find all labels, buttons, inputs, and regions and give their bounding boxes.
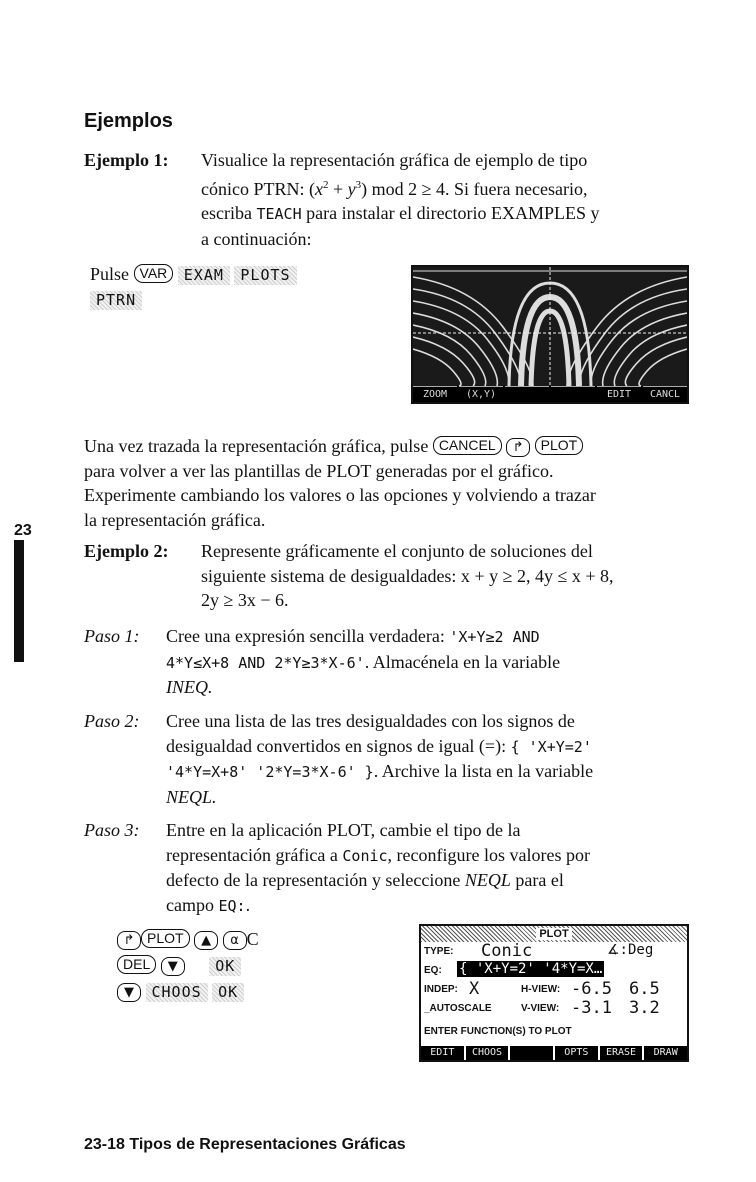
- vview-label: V-VIEW:: [521, 1003, 560, 1014]
- indep-field[interactable]: X: [469, 979, 480, 999]
- coords-menu[interactable]: (X,Y): [459, 386, 503, 402]
- ex1-keystrokes: [90, 262, 297, 311]
- ok-softkey-1[interactable]: OK: [209, 957, 241, 976]
- type-label: TYPE:: [424, 946, 454, 957]
- conic-pattern-screen: [411, 265, 689, 404]
- paso-1-text: [166, 624, 726, 700]
- indep-label: INDEP:: [424, 984, 458, 995]
- ex2-line1: Represente gráficamente el conjunto de soluciones del: [201, 541, 593, 561]
- ex1-line2: cónico PTRN: $(x^2 + y^3)$ mod 2 ≥ 4. Si fuera necesario,: [201, 178, 588, 199]
- paso1-line1: Cree una expresión sencilla verdadera:: [166, 626, 450, 646]
- paso-3-text: [166, 818, 726, 918]
- var-key[interactable]: VAR: [134, 264, 174, 283]
- example-2-label: Ejemplo 2:: [84, 541, 169, 561]
- paso-3-label: Paso 3:: [84, 820, 140, 840]
- hview-max-field[interactable]: 6.5: [629, 979, 660, 999]
- ex1-line3-a: escriba: [201, 203, 257, 223]
- ex1-line3: [201, 201, 721, 227]
- ex1-line2-a: cónico PTRN: (: [201, 178, 315, 199]
- vview-max-field[interactable]: 3.2: [629, 998, 660, 1018]
- paso3-line3-b: para el: [510, 870, 564, 890]
- paso1-var: INEQ.: [166, 677, 213, 697]
- eq-row: [421, 961, 687, 980]
- down-arrow-key[interactable]: ▼: [161, 957, 185, 976]
- edit-softmenu[interactable]: EDIT: [421, 1046, 464, 1060]
- choos-softkey[interactable]: CHOOS: [146, 983, 208, 1002]
- example-1-label: Ejemplo 1:: [84, 150, 169, 170]
- conic-code: Conic: [342, 846, 388, 865]
- page-footer: 23-18 Tipos de Representaciones Gráficas: [84, 1136, 406, 1153]
- eq-label: EQ:: [424, 965, 442, 976]
- ex2-line2: siguiente sistema de desigualdades: x + y ≥ 2, 4y ≤ x + 8,: [201, 565, 614, 586]
- after-example-paragraph: [84, 434, 724, 532]
- type-field[interactable]: Conic: [481, 941, 533, 961]
- right-shift-key-2[interactable]: ↱: [117, 931, 141, 950]
- paso3-line4-a: campo: [166, 894, 219, 915]
- draw-softmenu[interactable]: DRAW: [644, 1046, 687, 1060]
- paso2-code-b: '4*Y=X+8' '2*Y=3*X-6' }: [166, 763, 374, 781]
- down-arrow-key-2[interactable]: ▼: [117, 983, 141, 1002]
- paso1-code-b: 4*Y≤X+8 AND 2*Y≥3*X-6': [166, 653, 365, 672]
- autoscale-row: [421, 999, 687, 1018]
- paso2-line1: Cree una lista de las tres desigualdades con los signos de: [166, 711, 575, 731]
- ex1-line1: Visualice la representación gráfica de ejemplo de tipo: [201, 150, 588, 170]
- paso-2-label: Paso 2:: [84, 711, 140, 731]
- paso2-var: NEQL.: [166, 786, 217, 807]
- plot-key[interactable]: PLOT: [535, 436, 584, 455]
- right-shift-key[interactable]: ↱: [506, 438, 530, 457]
- plot-prompt: ENTER FUNCTION(S) TO PLOT: [424, 1026, 572, 1037]
- plot-form-title: PLOT: [536, 928, 571, 940]
- after-line3: Experimente cambiando los valores o las opciones y volviendo a trazar: [84, 485, 596, 505]
- blank-menu-1[interactable]: [505, 386, 549, 402]
- paso3-line2-a: representación gráfica a: [166, 844, 343, 865]
- paso3-line4-b: .: [245, 894, 251, 915]
- angle-field[interactable]: ∡:Deg: [607, 942, 654, 958]
- example-2-text: [201, 539, 721, 613]
- indep-row: [421, 980, 687, 999]
- eq-field-code: EQ:: [218, 896, 246, 915]
- plot-key-2[interactable]: PLOT: [141, 929, 190, 948]
- plots-softkey[interactable]: PLOTS: [234, 266, 296, 285]
- conic-pattern-graphic: [413, 267, 687, 386]
- erase-softmenu[interactable]: ERASE: [600, 1046, 643, 1060]
- plot-form-screen: [419, 924, 689, 1062]
- after-line4: la representación gráfica.: [84, 509, 266, 530]
- teach-command: TEACH: [256, 205, 302, 223]
- cancl-menu[interactable]: CANCL: [643, 386, 687, 402]
- screen2-menu: [421, 1046, 687, 1060]
- screen1-menu: [413, 386, 687, 402]
- opts-softmenu[interactable]: OPTS: [555, 1046, 598, 1060]
- letter-c: C: [246, 929, 259, 949]
- ex1-line2-b: ) mod 2 ≥ 4. Si fuera necesario,: [361, 178, 588, 199]
- ex2-line3: 2y ≥ 3x − 6.: [201, 590, 289, 610]
- chapter-tab-bar: [14, 540, 24, 662]
- press-text: Pulse: [90, 264, 130, 284]
- chapter-number: 23: [14, 522, 32, 539]
- ok-softkey-2[interactable]: OK: [212, 983, 244, 1002]
- edit-menu[interactable]: EDIT: [597, 386, 641, 402]
- hview-min-field[interactable]: -6.5: [571, 979, 612, 999]
- alpha-key[interactable]: α: [223, 931, 247, 950]
- blank-softmenu[interactable]: [510, 1046, 553, 1060]
- section-title: Ejemplos: [84, 110, 173, 132]
- paso3-keystrokes: [117, 926, 259, 1004]
- vview-min-field[interactable]: -3.1: [571, 998, 612, 1018]
- ex1-line4: a continuación:: [201, 228, 312, 249]
- paso2-line3: . Archive la lista en la variable: [373, 761, 594, 781]
- paso1-code-a: 'X+Y≥2 AND: [449, 628, 540, 646]
- after-line2: para volver a ver las plantillas de PLOT generadas por el gráfico.: [84, 460, 554, 481]
- up-arrow-key[interactable]: ▲: [194, 931, 218, 950]
- paso3-line2-b: , reconfigure los valores por: [387, 844, 590, 865]
- paso2-code-a: { 'X+Y=2': [510, 737, 592, 756]
- ptrn-softkey[interactable]: PTRN: [90, 291, 142, 310]
- example-1-text: [201, 148, 721, 251]
- paso3-line3-a: defecto de la representación y seleccione: [166, 870, 465, 890]
- ex1-line3-b: para instalar el directorio EXAMPLES y: [301, 203, 600, 223]
- paso1-line2: . Almacénela en la variable: [364, 651, 561, 672]
- paso-1-label: Paso 1:: [84, 626, 140, 646]
- blank-menu-2[interactable]: [551, 386, 595, 402]
- del-key[interactable]: DEL: [117, 955, 156, 974]
- choos-softmenu[interactable]: CHOOS: [466, 1046, 509, 1060]
- hview-label: H-VIEW:: [521, 984, 561, 995]
- paso2-line2: desigualdad convertidos en signos de igual (=):: [166, 735, 511, 756]
- prompt-row: [421, 1024, 687, 1043]
- neql-var: NEQL: [464, 870, 511, 890]
- plot-form-header: [421, 926, 687, 942]
- paso3-line1: Entre en la aplicación PLOT, cambie el tipo de la: [166, 820, 521, 840]
- cancel-key[interactable]: CANCEL: [433, 436, 502, 455]
- exam-softkey[interactable]: EXAM: [178, 266, 230, 285]
- autoscale-checkbox[interactable]: _AUTOSCALE: [424, 1003, 492, 1014]
- type-row: [421, 942, 687, 961]
- after-line1: Una vez trazada la representación gráfica, pulse: [84, 436, 429, 456]
- paso-2-text: [166, 709, 726, 809]
- zoom-menu[interactable]: ZOOM: [413, 386, 457, 402]
- eq-field[interactable]: { 'X+Y=2' '4*Y=X…: [459, 961, 603, 977]
